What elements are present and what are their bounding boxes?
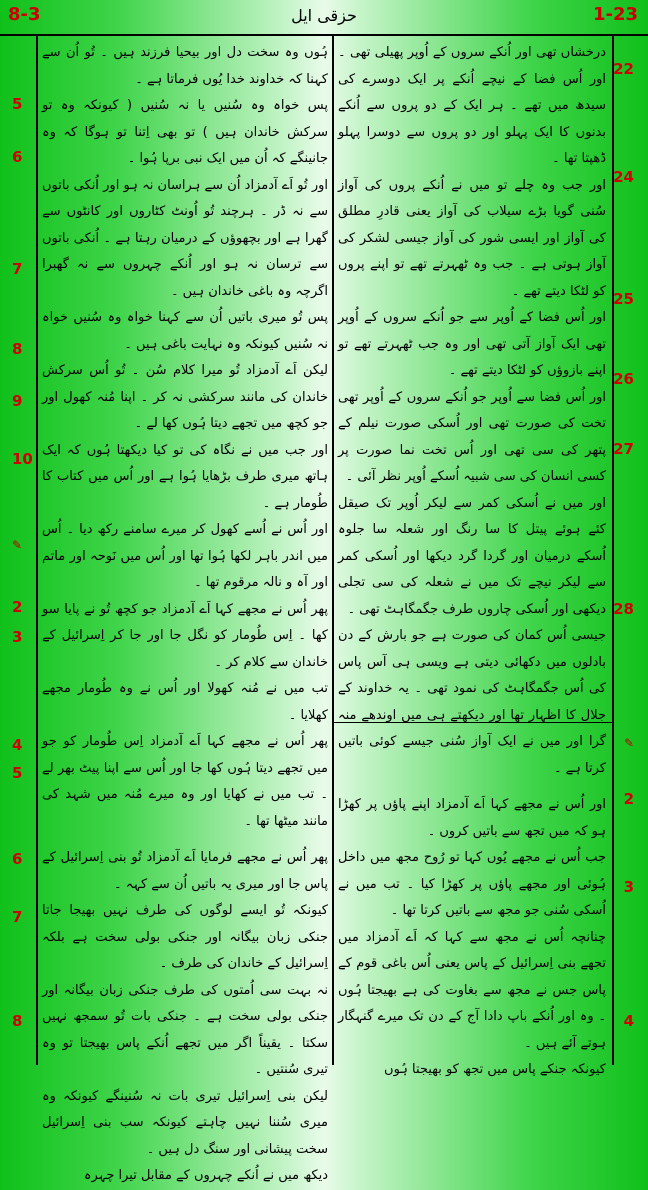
verse-number: 5: [12, 95, 23, 113]
verse-text: کیونکہ تُو ایسے لوگوں کی طرف نہیں بھیجا جاتا جنکی زبان بیگانہ اور جنکی بولی سخت ہے بلکہ اِسرائیل کے خاندان کی طرف ۔: [42, 903, 328, 971]
verse-number: 24: [613, 168, 634, 186]
verse-text: پھر اُس نے مجھے فرمایا اَے آدمزاد تُو بنی اِسرائیل کے پاس جا اور میری یہ باتیں اُن سے کہہ ۔: [42, 850, 328, 892]
verse-text: لیکن بنی اِسرائیل تیری بات نہ سُنینگے کیونکہ وہ میری سُننا نہیں چاہتے کیونکہ سب بنی اِسرائیل سخت پیشانی اور سنگ دل ہیں ۔: [42, 1088, 328, 1157]
left-margin-rule: [36, 34, 38, 1065]
verse-text: اور تُو اَے آدمزاد اُن سے ہراسان نہ ہو اور اُنکی باتوں سے نہ ڈر ۔ ہرچند تُو اُونٹ کٹاروں اور کانٹوں سے گھرا ہے اور بچھوؤں کے درمیان رہتا ہے ۔ اُنکی باتوں سے ترسان نہ ہو اور اُنکے چہروں سے نہ گھبرا اگرچہ وہ باغی خاندان ہیں ۔: [42, 177, 328, 299]
verse-text: اور جب وہ چلے تو میں نے اُنکے پروں کی آواز سُنی گویا بڑے سیلاب کی آواز یعنی قادرِ مطلق کی آواز اور ایسی شور کی آواز جیسی لشکر کی آواز ہوتی ہے ۔ جب وہ ٹھہرتے تھے تو اپنے پروں کو لٹکا دیتے تھے ۔: [338, 177, 606, 299]
verse-text: دیکھ میں نے اُنکے چہروں کے مقابل تیرا چہرہ: [83, 1168, 328, 1183]
right-margin-rule: [612, 34, 614, 1065]
verse-number: 8: [12, 1012, 23, 1030]
verse-number: 4: [12, 736, 23, 754]
chapter-range-left: 8-3: [8, 4, 41, 25]
book-title: حزقی ایل: [291, 6, 357, 25]
verse-text: اور جب میں نے نگاہ کی تو کیا دیکھتا ہُوں کہ ایک ہاتھ میری طرف بڑھایا ہُوا ہے اور اُس میں کتاب کا طُومار ہے ۔: [42, 442, 328, 511]
verse-number: 3: [623, 878, 634, 896]
verse-text: تب میں نے مُنہ کھولا اور اُس نے وہ طُومار مجھے کھلایا ۔: [42, 681, 328, 723]
verse-number: 28: [613, 600, 634, 618]
chapter-marker-icon: ✎: [12, 538, 23, 552]
verse-text: جیسی اُس کمان کی صورت ہے جو بارش کے دن بادلوں میں دکھائی دیتی ہے ویسی ہی آس پاس کی اُس جگمگاہٹ کی نمود تھی ۔ یہ خداوند کے جلال کا اظہار تھا اور دیکھتے ہی میں اوندھے منہ گرا اور میں نے ایک آواز سُنی جیسے کوئی باتیں کرتا ہے ۔: [338, 628, 606, 776]
verse-text: ہُوں وہ سخت دل اور بیحیا فرزند ہیں ۔ تُو اُن سے کہنا کہ خداوند خدا یُوں فرماتا ہے ۔: [42, 45, 328, 87]
verse-number: 6: [12, 148, 23, 166]
verse-number: 7: [12, 908, 23, 926]
verse-text: اور اُس فضا سے اُوپر جو اُنکے سروں کے اُوپر تھی تخت کی صورت تھی اور اُسکی صورت نیلم کے پتھر کی سی تھی اور اُس تخت نما صورت پر کسی انسان کی سی شبیہ اُسکے اُوپر نظر آئی ۔: [338, 389, 606, 484]
chapter-range-right: 1-23: [592, 4, 638, 25]
verse-text: چنانچہ اُس نے مجھ سے کہا کہ اَے آدمزاد میں تجھے بنی اِسرائیل کے پاس یعنی اُس باغی قوم کے پاس جس نے مجھ سے بغاوت کی ہے بھیجتا ہُوں ۔ وہ اور اُنکے باپ دادا آج کے دن تک میرے گنہگار ہوتے آئے ہیں ۔: [338, 929, 606, 1051]
verse-text: اور اُس نے مجھے کہا اَے آدمزاد اپنے پاؤں پر کھڑا ہو کہ میں تجھ سے باتیں کروں ۔: [338, 797, 606, 839]
verse-text: اور اُس نے اُسے کھول کر میرے سامنے رکھ دیا ۔ اُس میں اندر باہر لکھا ہُوا تھا اور اُس میں نَوحہ اور ماتم اور آہ و نالہ مرقوم تھا ۔: [42, 522, 328, 590]
verse-text: پس تُو میری باتیں اُن سے کہنا خواہ وہ سُنیں خواہ نہ سُنیں کیونکہ وہ نہایت باغی ہیں ۔: [42, 310, 328, 352]
verse-number: 3: [12, 628, 23, 646]
verse-number: 8: [12, 340, 23, 358]
verse-number: 26: [613, 370, 634, 388]
verse-number: 2: [12, 598, 23, 616]
text-column-left: [42, 40, 328, 1190]
verse-text: کیونکہ جنکے پاس میں تجھ کو بھیجتا ہُوں: [384, 1062, 606, 1077]
verse-number: 5: [12, 764, 23, 782]
verse-text: اور میں نے اُسکی کمر سے لیکر اُوپر تک صیقل کئے ہوئے پیتل کا سا رنگ اور شعلہ سا جلوہ اُسکے درمیان اور گردا گرد دیکھا اور اُسکی کمر سے لیکر نیچے تک میں نے شعلہ کی سی تجلی دیکھی اور اُسکی چاروں طرف جگمگاہٹ تھی ۔: [338, 495, 606, 617]
verse-text: اور اُس فضا کے اُوپر سے جو اُنکے سروں کے اُوپر تھی ایک آواز آتی تھی اور وہ جب ٹھہرتے تھے تو اپنے بازوؤں کو لٹکا دیتے تھے ۔: [338, 310, 606, 378]
verse-number: 6: [12, 850, 23, 868]
verse-text: نہ بہت سی اُمتوں کی طرف جنکی زبان بیگانہ اور جنکی بولی سخت ہے ۔ جنکی بات تُو سمجھ نہیں سکتا ۔ یقیناً اگر میں تجھے اُنکے پاس بھیجتا تو وہ تیری سُنتیں ۔: [42, 982, 328, 1077]
verse-text: پس خواہ وہ سُنیں یا نہ سُنیں ( کیونکہ وہ تو سرکش خاندان ہیں ) تو بھی اِتنا تو ہوگا کہ وہ جانینگے کہ اُن میں ایک نبی برپا ہُوا ۔: [42, 98, 328, 166]
verse-text: درخشاں تھی اور اُنکے سروں کے اُوپر پھیلی تھی ۔ اور اُس فضا کے نیچے اُنکے پر ایک دوسرے کی سیدھ میں تھے ۔ ہر ایک کے دو پروں سے اُنکے بدنوں کا ایک پہلو اور دو پروں سے دوسرا پہلو ڈھپتا تھا ۔: [338, 45, 606, 166]
center-column-rule: [332, 34, 334, 1065]
verse-number: 27: [613, 440, 634, 458]
verse-number: 22: [613, 60, 634, 78]
text-column-right: [338, 40, 606, 1084]
verse-number: 4: [623, 1012, 634, 1030]
chapter-marker-icon: ✎: [623, 736, 634, 750]
verse-text: پھر اُس نے مجھے کہا اَے آدمزاد جو کچھ تُو نے پایا سو کھا ۔ اِس طُومار کو نگل جا اور جا کر اِسرائیل کے خاندان سے کلام کر ۔: [42, 601, 328, 670]
verse-number: 9: [12, 392, 23, 410]
page-header: [0, 0, 648, 36]
verse-number: 25: [613, 290, 634, 308]
verse-text: پھر اُس نے مجھے کہا اَے آدمزاد اِس طُومار کو جو میں تجھے دیتا ہُوں کھا جا اور اُس سے اپنا پیٹ بھر لے ۔ تب میں نے کھایا اور وہ میرے مُنہ میں شہد کی مانند میٹھا تھا ۔: [42, 734, 328, 829]
verse-number: 10: [12, 450, 33, 468]
verse-number: 7: [12, 260, 23, 278]
verse-text: جب اُس نے مجھے یُوں کہا تو رُوح مجھ میں داخل ہُوئی اور مجھے پاؤں پر کھڑا کیا ۔ تب میں نے اُسکی سُنی جو مجھ سے باتیں کرتا تھا ۔: [338, 850, 606, 918]
verse-number: 2: [623, 790, 634, 808]
verse-text: لیکن اَے آدمزاد تُو میرا کلام سُن ۔ تُو اُس سرکش خاندان کی مانند سرکشی نہ کر ۔ اپنا مُنہ کھول اور جو کچھ میں تجھے دیتا ہُوں کھا لے ۔: [42, 363, 328, 431]
